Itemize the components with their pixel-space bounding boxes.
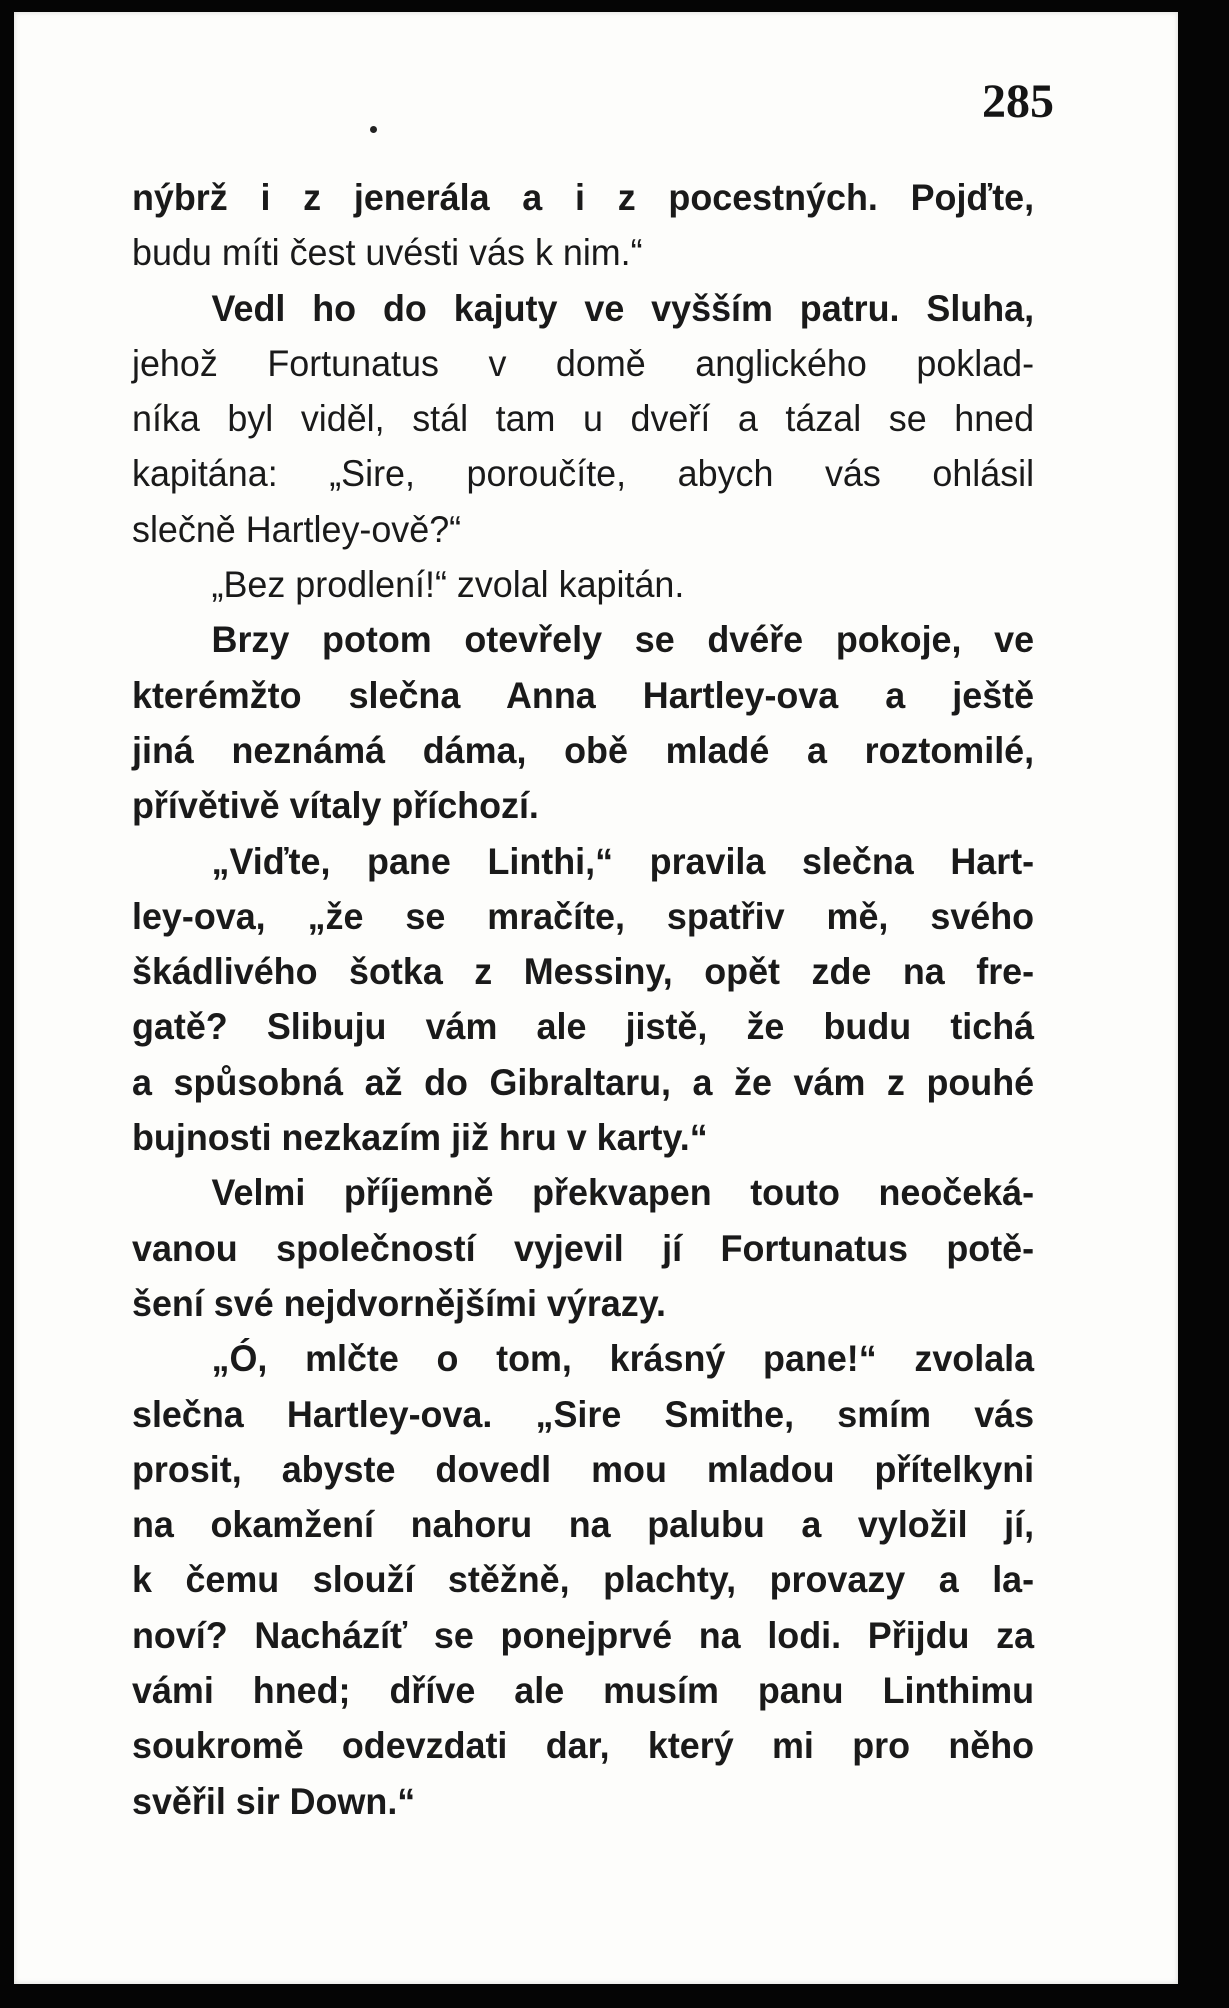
text-line: vámi hned; dříve ale musím panu Linthimu	[132, 1670, 1035, 1712]
text-line: „Viďte, pane Linthi,“ pravila slečna Hart-	[211, 840, 1035, 882]
page-number: 285	[982, 75, 1054, 128]
text-line: k čemu slouží stěžně, plachty, provazy a la-	[132, 1559, 1035, 1601]
text-line: soukromě odevzdati dar, který mi pro něho	[132, 1725, 1035, 1767]
text-line: slečně Hartley-ově?“	[132, 508, 462, 550]
body-text	[132, 170, 1034, 1829]
ink-speck	[370, 126, 377, 133]
text-line: prosit, abyste dovedl mou mladou přítelkyni	[132, 1448, 1035, 1490]
text-line: svěřil sir Down.“	[132, 1780, 416, 1822]
text-line: „Bez prodlení!“ zvolal kapitán.	[211, 564, 685, 606]
text-line: ley-ova, „že se mračíte, spatřiv mě, svého	[132, 895, 1035, 937]
text-line: budu míti čest uvésti vás k nim.“	[132, 232, 643, 274]
text-line: Brzy potom otevřely se dvéře pokoje, ve	[211, 619, 1035, 661]
text-line: škádlivého šotka z Messiny, opět zde na fre-	[132, 951, 1035, 993]
text-line: bujnosti nezkazím již hru v karty.“	[132, 1117, 708, 1159]
text-line: Vedl ho do kajuty ve vyšším patru. Sluha,	[211, 287, 1035, 329]
text-line: kterémžto slečna Anna Hartley-ova a ještě	[132, 674, 1035, 716]
text-line: níka byl viděl, stál tam u dveří a tázal se hned	[132, 398, 1035, 440]
book-page	[14, 12, 1178, 1984]
text-line: slečna Hartley-ova. „Sire Smithe, smím vás	[132, 1393, 1035, 1435]
text-line: gatě? Slibuju vám ale jistě, že budu tichá	[132, 1006, 1035, 1048]
text-line: vanou společností vyjevil jí Fortunatus potě-	[132, 1227, 1035, 1269]
text-line: přívětivě vítaly příchozí.	[132, 785, 539, 827]
text-line: na okamžení nahoru na palubu a vyložil jí,	[132, 1504, 1035, 1546]
text-line: jehož Fortunatus v domě anglického poklad-	[132, 342, 1035, 384]
text-line: kapitána: „Sire, poroučíte, abych vás ohlásil	[132, 453, 1035, 495]
text-line: Velmi příjemně překvapen touto neočeká-	[211, 1172, 1035, 1214]
text-line: šení své nejdvornějšími výrazy.	[132, 1282, 666, 1324]
text-line: jiná neznámá dáma, obě mladé a roztomilé,	[132, 729, 1035, 771]
text-line: a spůsobná až do Gibraltaru, a že vám z pouhé	[132, 1061, 1035, 1103]
text-line: „Ó, mlčte o tom, krásný pane!“ zvolala	[211, 1338, 1035, 1380]
text-line: nýbrž i z jenerála a i z pocestných. Pojďte,	[132, 177, 1035, 218]
text-line: noví? Nacházíť se ponejprvé na lodi. Přijdu za	[132, 1614, 1035, 1656]
